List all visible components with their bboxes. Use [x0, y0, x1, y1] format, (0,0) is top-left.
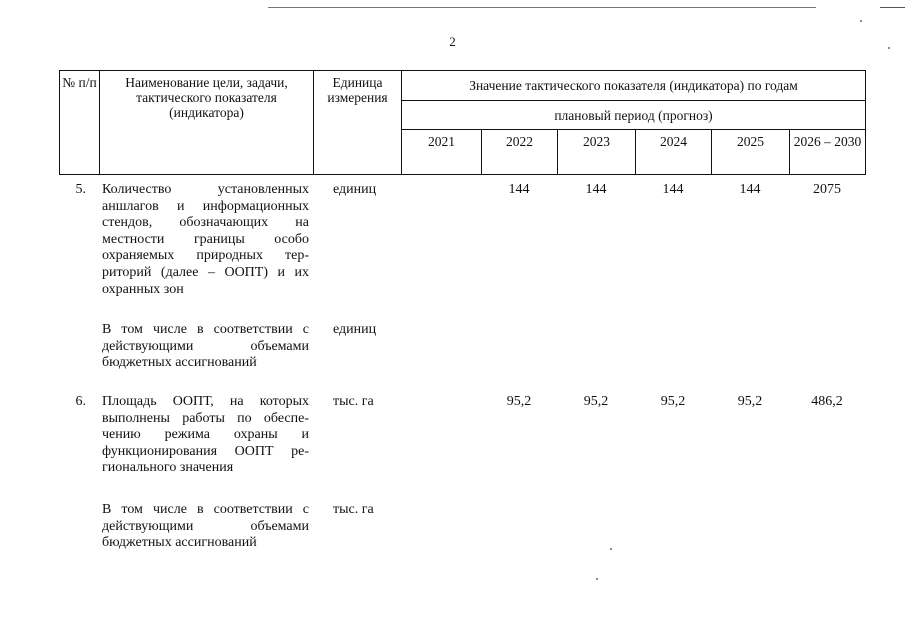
header-year: 2026 – 2030 — [790, 130, 866, 175]
row-unit: единиц — [333, 182, 377, 197]
row-value: 144 — [508, 182, 530, 197]
header-year: 2024 — [636, 130, 712, 175]
row-value: 486,2 — [811, 394, 843, 409]
row-unit: тыс. га — [333, 394, 374, 409]
header-year: 2022 — [482, 130, 558, 175]
header-name: Наименование цели, задачи, тактического показателя (индикатора) — [100, 71, 314, 175]
header-period: плановый период (прогноз) — [402, 101, 866, 130]
header-value: Значение тактического показателя (индикатора) по годам — [402, 71, 866, 101]
row-value: 95,2 — [737, 394, 763, 409]
row-number: 6. — [75, 394, 86, 409]
row-name: Площадь ООПТ, на которых выполнены работы по обеспе-чению режима охраны и функционирования ООПТ ре-гионального значения — [102, 394, 309, 476]
row-unit: единиц — [333, 322, 377, 337]
scan-edge-line-right — [880, 7, 905, 8]
header-year: 2021 — [402, 130, 482, 175]
header-num: № п/п — [60, 71, 100, 175]
table-header — [59, 70, 866, 175]
scan-speck — [860, 20, 862, 22]
row-value: 144 — [662, 182, 684, 197]
row-value: 2075 — [813, 182, 841, 197]
scan-edge-line — [268, 7, 816, 8]
row-value: 95,2 — [506, 394, 532, 409]
row-number: 5. — [75, 182, 86, 197]
row-value: 144 — [585, 182, 607, 197]
row-name: В том числе в соответствии с действующими объемами бюджетных ассигнований — [102, 502, 309, 551]
scan-speck — [596, 578, 598, 580]
header-year: 2023 — [558, 130, 636, 175]
header-unit: Единица измерения — [314, 71, 402, 175]
row-name: Количество установленных аншлагов и информационных стендов, обозначающих на местности границы особо охраняемых природных тер-риторий (далее – ООПТ) и их охранных зон — [102, 182, 309, 297]
row-name: В том числе в соответствии с действующими объемами бюджетных ассигнований — [102, 322, 309, 371]
row-value: 144 — [739, 182, 761, 197]
page-number: 2 — [449, 34, 456, 49]
header-year: 2025 — [712, 130, 790, 175]
row-unit: тыс. га — [333, 502, 374, 517]
row-value: 95,2 — [583, 394, 609, 409]
scan-speck — [610, 548, 612, 550]
row-value: 95,2 — [660, 394, 686, 409]
